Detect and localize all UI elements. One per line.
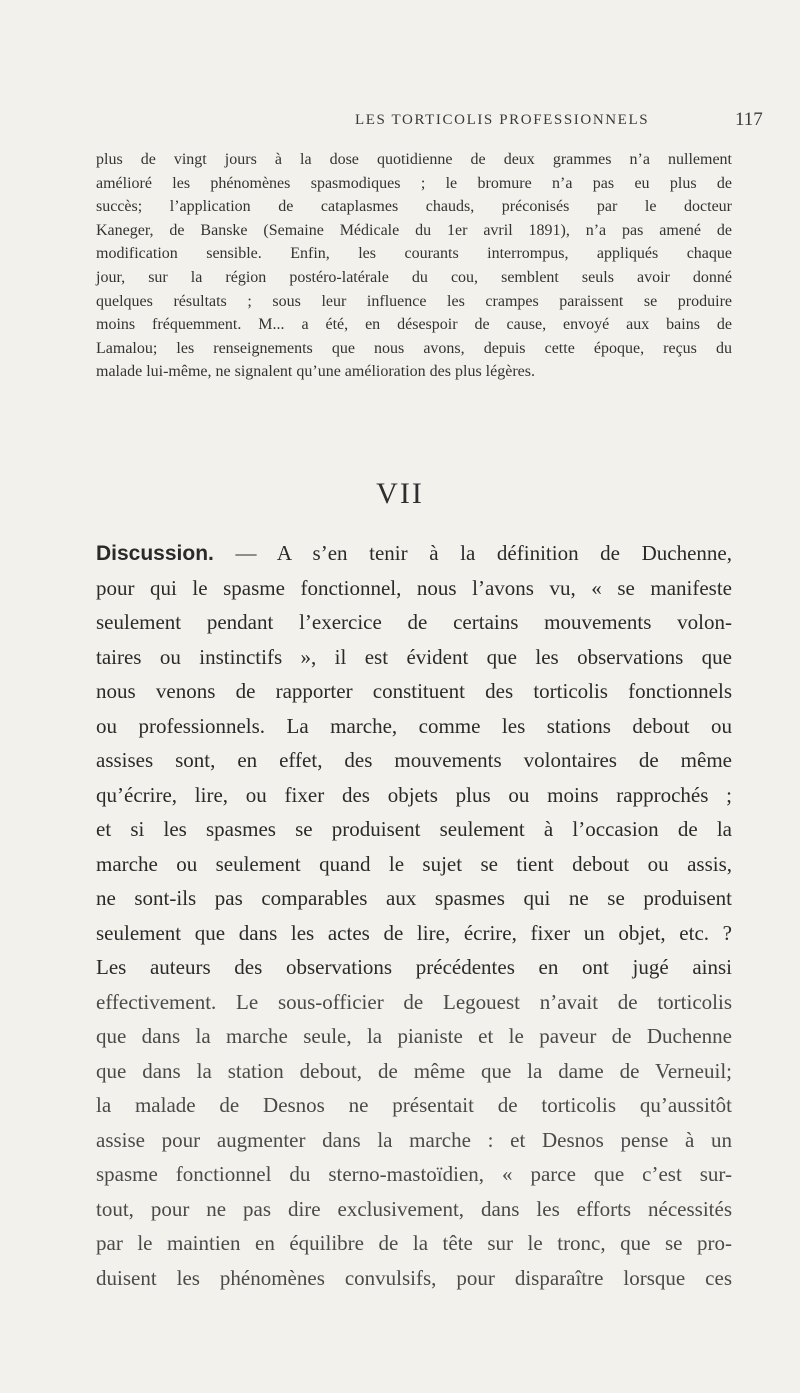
text-line: effectivement. Le sous-officier de Legouest n’avait de torticolis: [96, 989, 732, 1014]
discussion-label: Discussion.: [96, 542, 214, 565]
text-line: assise pour augmenter dans la marche : et Desnos pense à un: [96, 1127, 732, 1152]
section-heading: VII: [376, 477, 424, 510]
text-line: Kaneger, de Banske (Semaine Médicale du 1er avril 1891), n’a pas amené de: [96, 221, 732, 239]
text-line: moins fréquemment. M... a été, en désespoir de cause, envoyé aux bains de: [96, 316, 732, 334]
text-line: la malade de Desnos ne présentait de torticolis qu’aussitôt: [96, 1093, 732, 1117]
text-line: marche ou seulement quand le sujet se tient debout ou assis,: [96, 851, 732, 876]
page-number: 117: [735, 109, 763, 130]
text-line: et si les spasmes se produisent seulement à l’occasion de la: [96, 817, 732, 841]
text-line: qu’écrire, lire, ou fixer des objets plus ou moins rapprochés ;: [96, 782, 732, 807]
text-line: malade lui-même, ne signalent qu’une amélioration des plus légères.: [96, 363, 535, 381]
text-line: Lamalou; les renseignements que nous avons, depuis cette époque, reçus du: [96, 339, 732, 357]
running-head: [0, 109, 800, 136]
text-line: nous venons de rapporter constituent des torticolis fonctionnels: [96, 679, 732, 703]
text-line: seulement que dans les actes de lire, écrire, fixer un objet, etc. ?: [96, 920, 732, 945]
running-title: LES TORTICOLIS PROFESSIONNELS: [355, 112, 650, 128]
text-line: modification sensible. Enfin, les courants interrompus, appliqués chaque: [96, 245, 732, 263]
text-line: assises sont, en effet, des mouvements volontaires de même: [96, 748, 732, 772]
text-line: [96, 536, 732, 571]
text-line: duisent les phénomènes convulsifs, pour disparaître lorsque ces: [96, 1265, 732, 1290]
text-line: jour, sur la région postéro-latérale du cou, semblent seuls avoir donné: [96, 268, 732, 286]
text-line: succès; l’application de cataplasmes chauds, préconisés par le docteur: [96, 198, 732, 216]
text-line: que dans la station debout, de même que la dame de Verneuil;: [96, 1058, 732, 1083]
text-line: amélioré les phénomènes spasmodiques ; le bromure n’a pas eu plus de: [96, 174, 732, 192]
observation-paragraph: [96, 148, 732, 384]
text-line: plus de vingt jours à la dose quotidienne de deux grammes n’a nullement: [96, 151, 732, 168]
text-line: tout, pour ne pas dire exclusivement, dans les efforts nécessités: [96, 1196, 732, 1221]
text-line: taires ou instinctifs », il est évident que les observations que: [96, 644, 732, 669]
text-line: ne sont-ils pas comparables aux spasmes qui ne se produisent: [96, 886, 732, 910]
text-line: quelques résultats ; sous leur influence les crampes paraissent se produire: [96, 292, 732, 310]
text-line: par le maintien en équilibre de la tête sur le tronc, que se pro-: [96, 1231, 732, 1255]
text-line: seulement pendant l’exercice de certains mouvements volon-: [96, 610, 732, 634]
text-line: pour qui le spasme fonctionnel, nous l’avons vu, « se manifeste: [96, 575, 732, 600]
text-line: Les auteurs des observations précédentes en ont jugé ainsi: [96, 955, 732, 979]
text-line-rest: — A s’en tenir à la définition de Duchenne,: [213, 541, 732, 565]
text-line: ou professionnels. La marche, comme les stations debout ou: [96, 713, 732, 738]
text-line: que dans la marche seule, la pianiste et le paveur de Duchenne: [96, 1024, 732, 1048]
text-line: spasme fonctionnel du sterno-mastoïdien, « parce que c’est sur-: [96, 1162, 732, 1186]
discussion-paragraph: [96, 536, 732, 1295]
